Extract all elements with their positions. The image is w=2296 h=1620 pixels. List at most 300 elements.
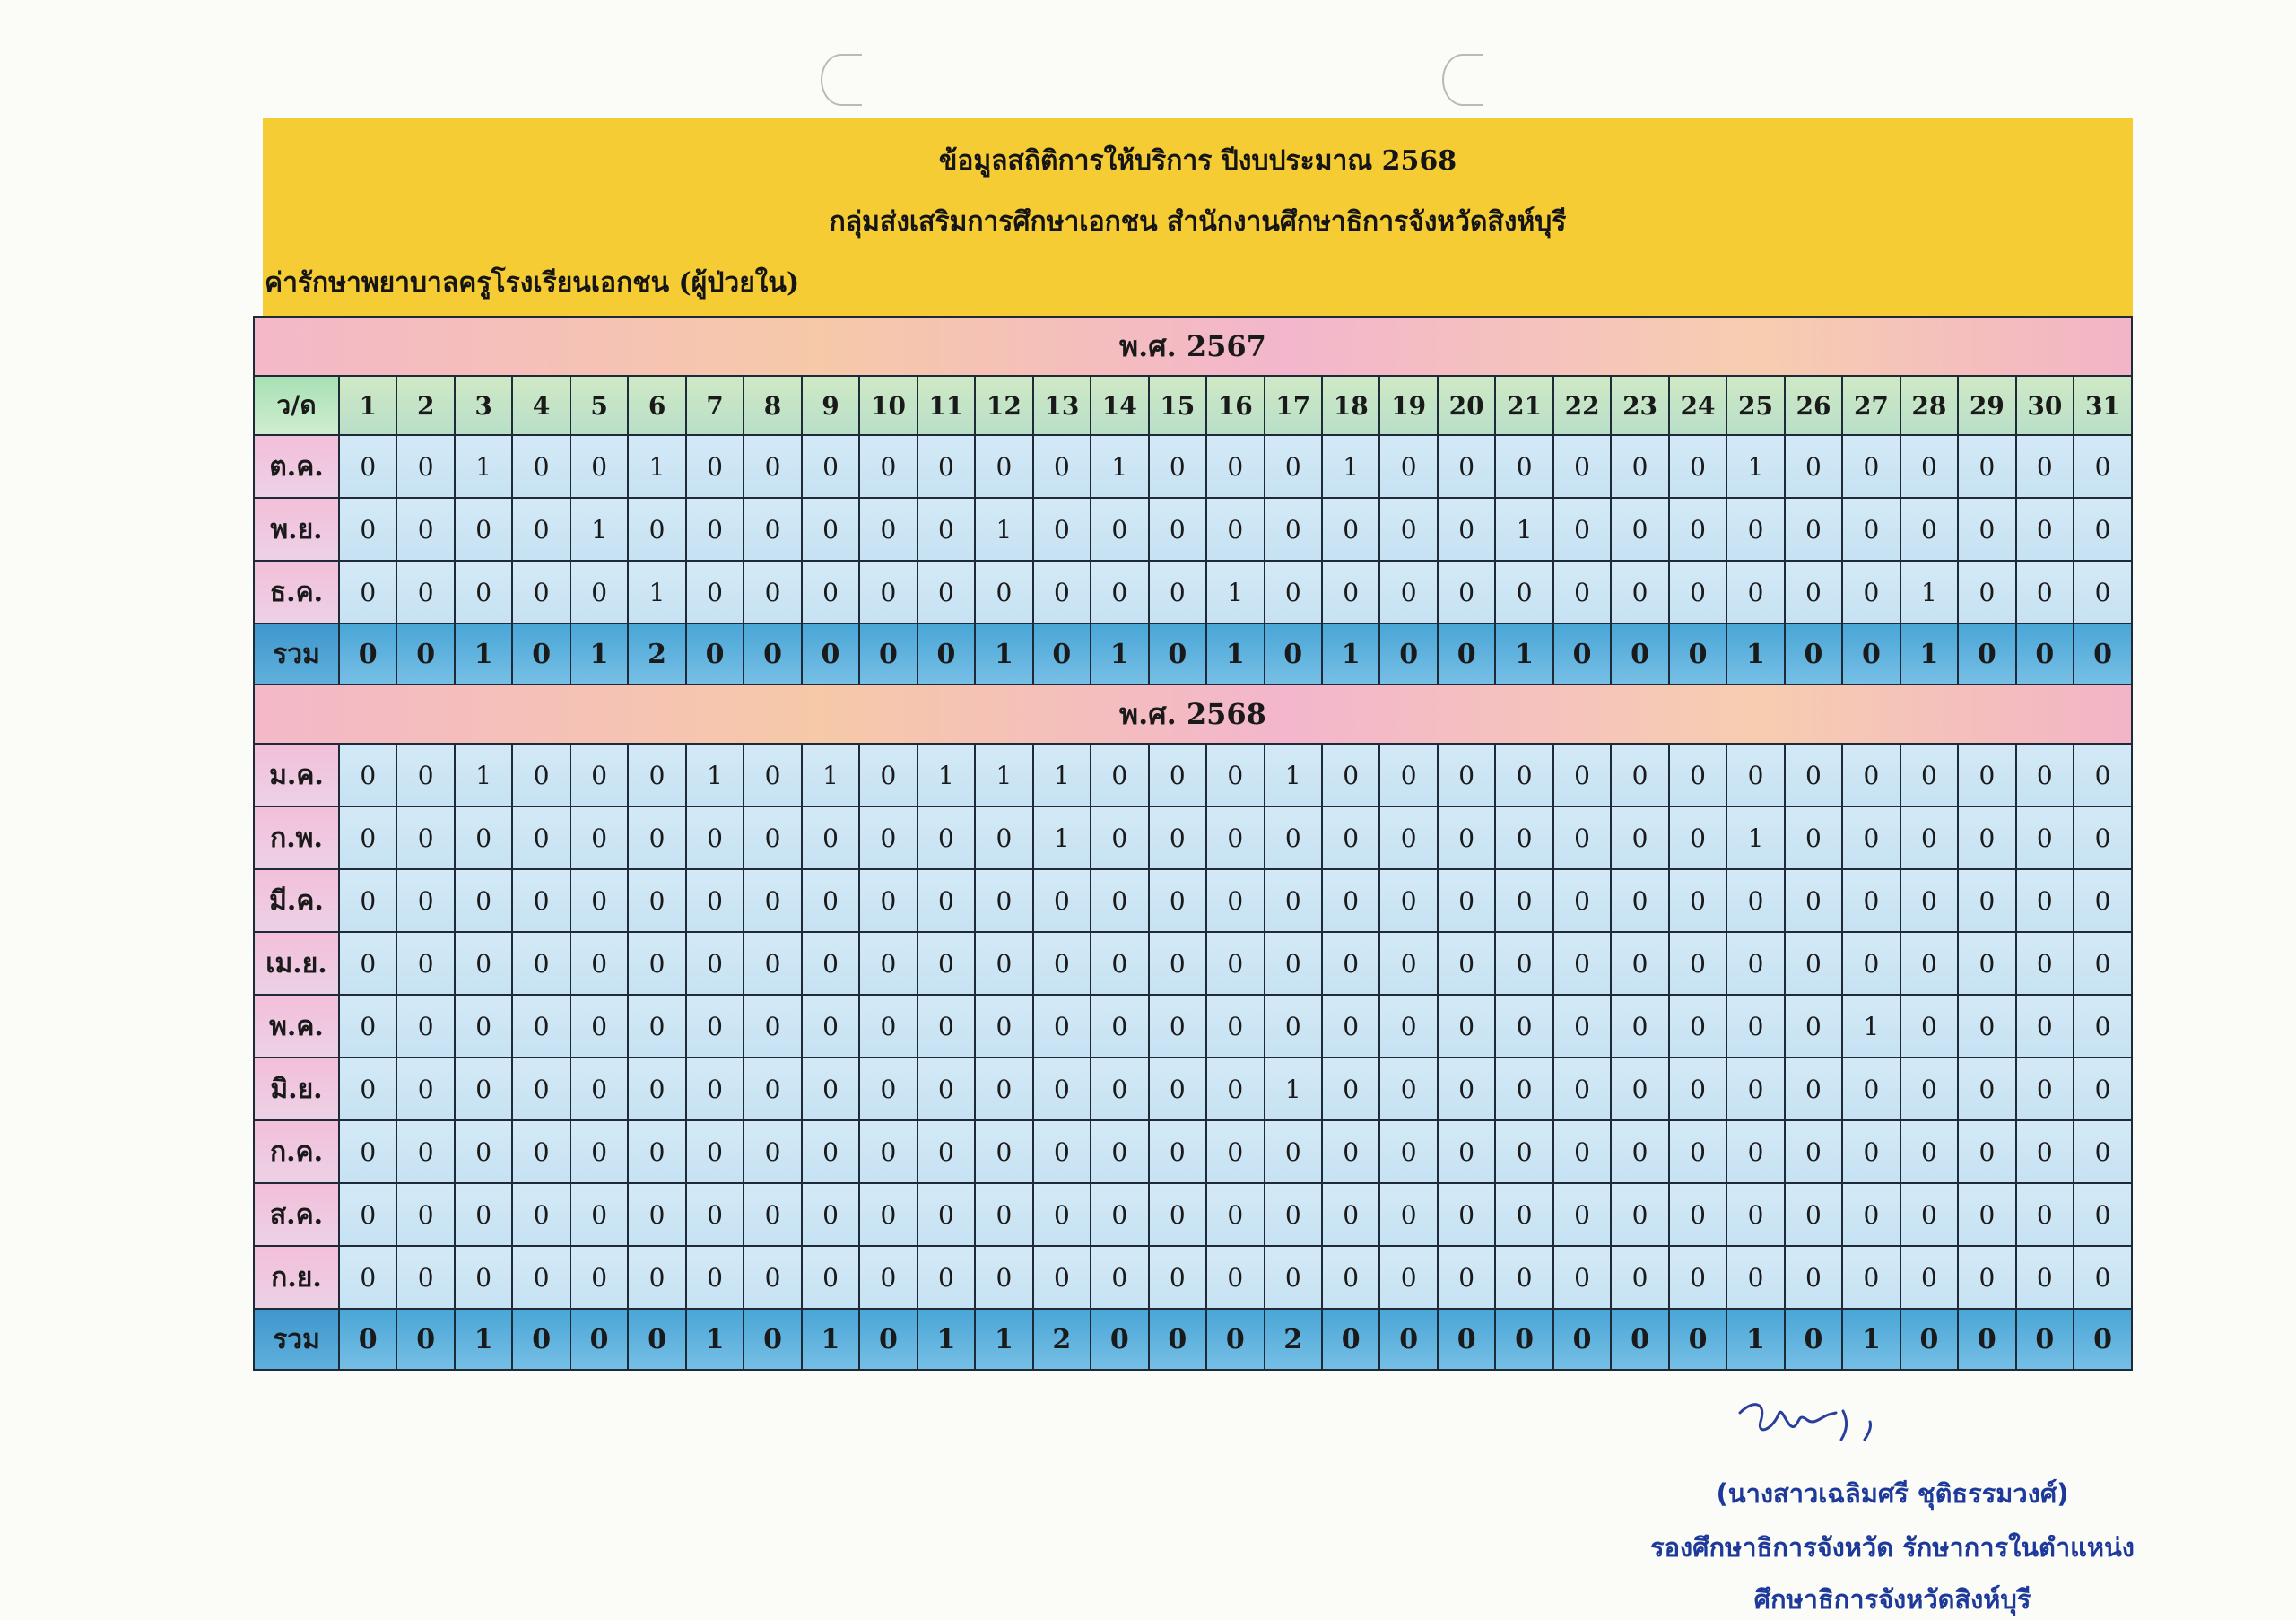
- value-cell: 0: [339, 498, 396, 561]
- value-cell: 0: [339, 1183, 396, 1246]
- value-cell: 0: [918, 1058, 975, 1120]
- value-cell: 0: [1611, 435, 1668, 498]
- value-cell: 0: [455, 869, 512, 932]
- day-header: 19: [1379, 376, 1437, 435]
- signer-position-title: ศึกษาธิการจังหวัดสิงห์บุรี: [1753, 1584, 2031, 1615]
- table-row: [254, 932, 2132, 995]
- value-cell: 0: [2074, 561, 2132, 623]
- value-cell: 0: [859, 744, 917, 806]
- value-cell: 0: [975, 1058, 1032, 1120]
- value-cell: 0: [1322, 995, 1379, 1058]
- value-cell: 0: [1669, 435, 1726, 498]
- value-cell: 0: [339, 1120, 396, 1183]
- value-cell: 0: [1091, 1246, 1148, 1309]
- table-row: [254, 869, 2132, 932]
- total-cell: 1: [975, 623, 1032, 684]
- total-cell: 1: [918, 1309, 975, 1370]
- punch-hole-right: [1442, 54, 1483, 106]
- total-cell: 0: [1785, 623, 1842, 684]
- value-cell: 0: [918, 806, 975, 869]
- report-header: [263, 118, 2133, 316]
- total-cell: 0: [628, 1309, 685, 1370]
- value-cell: 0: [1322, 806, 1379, 869]
- total-cell: 1: [1900, 623, 1958, 684]
- value-cell: 0: [802, 1120, 859, 1183]
- day-header: 20: [1438, 376, 1495, 435]
- value-cell: 0: [1091, 806, 1148, 869]
- value-cell: 1: [628, 435, 685, 498]
- table-row: [254, 498, 2132, 561]
- value-cell: 0: [396, 932, 454, 995]
- day-header: 24: [1669, 376, 1726, 435]
- value-cell: 0: [1900, 869, 1958, 932]
- value-cell: 0: [455, 995, 512, 1058]
- total-cell: 0: [802, 623, 859, 684]
- value-cell: 0: [802, 995, 859, 1058]
- value-cell: 0: [455, 1120, 512, 1183]
- table-row: [254, 1120, 2132, 1183]
- month-label: ก.ย.: [254, 1246, 339, 1309]
- total-cell: 1: [686, 1309, 744, 1370]
- value-cell: 0: [1149, 995, 1206, 1058]
- value-cell: 0: [1900, 1183, 1958, 1246]
- value-cell: 0: [1206, 869, 1264, 932]
- value-cell: 0: [686, 932, 744, 995]
- value-cell: 0: [975, 435, 1032, 498]
- value-cell: 0: [2016, 1120, 2074, 1183]
- value-cell: 0: [1553, 932, 1611, 995]
- total-cell: 0: [1842, 623, 1900, 684]
- signer-name: (นางสาวเฉลิมศรี ชุติธรรมวงศ์): [1716, 1478, 2069, 1509]
- value-cell: 0: [1842, 806, 1900, 869]
- value-cell: 0: [339, 1058, 396, 1120]
- value-cell: 0: [1726, 1058, 1784, 1120]
- value-cell: 0: [859, 498, 917, 561]
- day-header: 30: [2016, 376, 2074, 435]
- value-cell: 0: [2074, 1246, 2132, 1309]
- value-cell: 0: [686, 806, 744, 869]
- value-cell: 0: [1900, 435, 1958, 498]
- value-cell: 0: [744, 1120, 801, 1183]
- value-cell: 0: [1726, 1246, 1784, 1309]
- value-cell: 0: [1091, 1120, 1148, 1183]
- total-cell: 0: [1553, 623, 1611, 684]
- value-cell: 1: [570, 498, 628, 561]
- value-cell: 0: [1611, 932, 1668, 995]
- value-cell: 1: [628, 561, 685, 623]
- value-cell: 0: [1785, 498, 1842, 561]
- value-cell: 0: [2016, 744, 2074, 806]
- total-cell: 0: [1149, 1309, 1206, 1370]
- value-cell: 0: [1669, 1058, 1726, 1120]
- total-row: [254, 623, 2132, 684]
- month-label: มี.ค.: [254, 869, 339, 932]
- value-cell: 0: [1206, 744, 1264, 806]
- day-header: 27: [1842, 376, 1900, 435]
- day-header: 3: [455, 376, 512, 435]
- value-cell: 0: [859, 869, 917, 932]
- value-cell: 0: [396, 1120, 454, 1183]
- value-cell: 0: [1495, 1246, 1552, 1309]
- day-header: 10: [859, 376, 917, 435]
- value-cell: 0: [512, 869, 570, 932]
- value-cell: 0: [1206, 1246, 1264, 1309]
- value-cell: 0: [975, 1120, 1032, 1183]
- value-cell: 0: [1958, 1183, 2015, 1246]
- value-cell: 0: [2074, 744, 2132, 806]
- value-cell: 0: [686, 1058, 744, 1120]
- value-cell: 0: [1322, 498, 1379, 561]
- month-label: ก.พ.: [254, 806, 339, 869]
- value-cell: 1: [1265, 1058, 1322, 1120]
- value-cell: 0: [1553, 1058, 1611, 1120]
- value-cell: 0: [1265, 498, 1322, 561]
- value-cell: 0: [455, 1058, 512, 1120]
- value-cell: 0: [1322, 1120, 1379, 1183]
- value-cell: 0: [1206, 1058, 1264, 1120]
- value-cell: 0: [686, 869, 744, 932]
- value-cell: 0: [1958, 806, 2015, 869]
- value-cell: 0: [1785, 435, 1842, 498]
- total-label: รวม: [254, 1309, 339, 1370]
- day-header: 14: [1091, 376, 1148, 435]
- value-cell: 0: [918, 869, 975, 932]
- value-cell: 0: [1553, 1120, 1611, 1183]
- value-cell: 0: [1611, 995, 1668, 1058]
- year-row: [254, 317, 2132, 376]
- month-label: พ.ค.: [254, 995, 339, 1058]
- value-cell: 0: [2074, 1058, 2132, 1120]
- table-row: [254, 995, 2132, 1058]
- value-cell: 0: [1322, 1183, 1379, 1246]
- value-cell: 1: [975, 498, 1032, 561]
- total-cell: 0: [1379, 623, 1437, 684]
- value-cell: 0: [918, 435, 975, 498]
- value-cell: 0: [975, 995, 1032, 1058]
- value-cell: 0: [1322, 744, 1379, 806]
- value-cell: 0: [512, 1058, 570, 1120]
- value-cell: 0: [1379, 1058, 1437, 1120]
- total-cell: 1: [1726, 623, 1784, 684]
- value-cell: 0: [975, 932, 1032, 995]
- value-cell: 0: [1149, 1183, 1206, 1246]
- value-cell: 0: [455, 806, 512, 869]
- day-header: 4: [512, 376, 570, 435]
- value-cell: 0: [1265, 806, 1322, 869]
- value-cell: 0: [1553, 869, 1611, 932]
- value-cell: 0: [1495, 435, 1552, 498]
- value-cell: 0: [1206, 1183, 1264, 1246]
- value-cell: 0: [859, 995, 917, 1058]
- value-cell: 0: [1495, 995, 1552, 1058]
- total-cell: 0: [1033, 623, 1091, 684]
- value-cell: 0: [802, 806, 859, 869]
- month-label: ส.ค.: [254, 1183, 339, 1246]
- value-cell: 0: [744, 806, 801, 869]
- month-label: ม.ค.: [254, 744, 339, 806]
- value-cell: 0: [2074, 869, 2132, 932]
- value-cell: 0: [1265, 932, 1322, 995]
- total-cell: 0: [1611, 1309, 1668, 1370]
- value-cell: 0: [686, 498, 744, 561]
- value-cell: 0: [744, 561, 801, 623]
- value-cell: 0: [859, 932, 917, 995]
- value-cell: 0: [744, 869, 801, 932]
- value-cell: 0: [802, 869, 859, 932]
- value-cell: 0: [1669, 806, 1726, 869]
- month-label: ก.ค.: [254, 1120, 339, 1183]
- value-cell: 0: [1785, 561, 1842, 623]
- value-cell: 0: [686, 435, 744, 498]
- value-cell: 0: [1033, 561, 1091, 623]
- value-cell: 0: [1553, 561, 1611, 623]
- value-cell: 0: [1842, 561, 1900, 623]
- value-cell: 0: [2016, 561, 2074, 623]
- value-cell: 0: [1842, 498, 1900, 561]
- value-cell: 0: [1900, 744, 1958, 806]
- value-cell: 0: [1842, 1246, 1900, 1309]
- value-cell: 0: [1669, 498, 1726, 561]
- value-cell: 0: [975, 1246, 1032, 1309]
- value-cell: 0: [1958, 561, 2015, 623]
- value-cell: 0: [1379, 744, 1437, 806]
- value-cell: 0: [1785, 744, 1842, 806]
- value-cell: 1: [1726, 806, 1784, 869]
- value-cell: 0: [975, 1183, 1032, 1246]
- value-cell: 0: [1438, 435, 1495, 498]
- value-cell: 0: [1726, 995, 1784, 1058]
- value-cell: 0: [512, 435, 570, 498]
- value-cell: 0: [1033, 932, 1091, 995]
- value-cell: 0: [1611, 498, 1668, 561]
- value-cell: 0: [512, 498, 570, 561]
- value-cell: 0: [455, 1246, 512, 1309]
- value-cell: 0: [628, 932, 685, 995]
- value-cell: 0: [1149, 1246, 1206, 1309]
- value-cell: 0: [1553, 498, 1611, 561]
- value-cell: 0: [975, 869, 1032, 932]
- value-cell: 0: [570, 744, 628, 806]
- value-cell: 0: [1785, 1183, 1842, 1246]
- value-cell: 0: [512, 806, 570, 869]
- value-cell: 0: [686, 561, 744, 623]
- value-cell: 0: [2016, 869, 2074, 932]
- value-cell: 0: [1785, 1246, 1842, 1309]
- value-cell: 0: [1669, 995, 1726, 1058]
- value-cell: 1: [455, 744, 512, 806]
- month-label: มิ.ย.: [254, 1058, 339, 1120]
- value-cell: 0: [1495, 1058, 1552, 1120]
- value-cell: 0: [628, 1246, 685, 1309]
- value-cell: 0: [1322, 932, 1379, 995]
- table-row: [254, 806, 2132, 869]
- value-cell: 0: [1785, 1120, 1842, 1183]
- total-cell: 0: [1669, 623, 1726, 684]
- table-row: [254, 1058, 2132, 1120]
- value-cell: 0: [1842, 1183, 1900, 1246]
- total-cell: 0: [2016, 1309, 2074, 1370]
- value-cell: 1: [686, 744, 744, 806]
- table-row: [254, 1183, 2132, 1246]
- value-cell: 1: [455, 435, 512, 498]
- value-cell: 0: [512, 1246, 570, 1309]
- value-cell: 0: [1842, 1120, 1900, 1183]
- day-header: 23: [1611, 376, 1668, 435]
- total-cell: 1: [975, 1309, 1032, 1370]
- value-cell: 0: [1842, 869, 1900, 932]
- day-header: 15: [1149, 376, 1206, 435]
- value-cell: 0: [1438, 932, 1495, 995]
- value-cell: 0: [1379, 806, 1437, 869]
- value-cell: 0: [1726, 869, 1784, 932]
- signer-position: รองศึกษาธิการจังหวัด รักษาการในตำแหน่ง: [1650, 1532, 2135, 1563]
- value-cell: 0: [1091, 1183, 1148, 1246]
- value-cell: 0: [1726, 932, 1784, 995]
- value-cell: 0: [1265, 869, 1322, 932]
- value-cell: 0: [1900, 995, 1958, 1058]
- total-cell: 2: [1265, 1309, 1322, 1370]
- value-cell: 0: [1900, 498, 1958, 561]
- value-cell: 0: [1495, 744, 1552, 806]
- value-cell: 0: [918, 995, 975, 1058]
- value-cell: 0: [1611, 1183, 1668, 1246]
- value-cell: 1: [1900, 561, 1958, 623]
- value-cell: 0: [455, 561, 512, 623]
- value-cell: 0: [1553, 1246, 1611, 1309]
- value-cell: 0: [1785, 932, 1842, 995]
- total-cell: 0: [1379, 1309, 1437, 1370]
- value-cell: 0: [802, 932, 859, 995]
- value-cell: 0: [1958, 498, 2015, 561]
- total-cell: 0: [1265, 623, 1322, 684]
- value-cell: 0: [1842, 435, 1900, 498]
- value-cell: 0: [1379, 498, 1437, 561]
- value-cell: 0: [570, 1246, 628, 1309]
- value-cell: 0: [686, 1120, 744, 1183]
- value-cell: 0: [859, 1058, 917, 1120]
- table-row: [254, 435, 2132, 498]
- value-cell: 0: [1958, 869, 2015, 932]
- value-cell: 0: [1900, 1120, 1958, 1183]
- value-cell: 0: [2016, 498, 2074, 561]
- value-cell: 0: [744, 1246, 801, 1309]
- day-header: 9: [802, 376, 859, 435]
- total-cell: 1: [1726, 1309, 1784, 1370]
- value-cell: 1: [1091, 435, 1148, 498]
- total-cell: 0: [1611, 623, 1668, 684]
- value-cell: 0: [1149, 806, 1206, 869]
- total-cell: 0: [2074, 1309, 2132, 1370]
- value-cell: 0: [1726, 1183, 1784, 1246]
- value-cell: 0: [1900, 1058, 1958, 1120]
- value-cell: 0: [1495, 561, 1552, 623]
- value-cell: 0: [396, 498, 454, 561]
- day-header: 2: [396, 376, 454, 435]
- value-cell: 0: [1611, 744, 1668, 806]
- value-cell: 0: [1438, 806, 1495, 869]
- value-cell: 0: [1669, 869, 1726, 932]
- value-cell: 0: [744, 932, 801, 995]
- value-cell: 0: [396, 806, 454, 869]
- value-cell: 0: [1091, 561, 1148, 623]
- day-header: 18: [1322, 376, 1379, 435]
- value-cell: 0: [1033, 995, 1091, 1058]
- value-cell: 1: [1495, 498, 1552, 561]
- value-cell: 0: [1669, 1246, 1726, 1309]
- value-cell: 0: [686, 1183, 744, 1246]
- value-cell: 0: [859, 1120, 917, 1183]
- value-cell: 0: [744, 1183, 801, 1246]
- total-cell: 0: [859, 1309, 917, 1370]
- value-cell: 0: [1842, 1058, 1900, 1120]
- value-cell: 0: [1495, 932, 1552, 995]
- value-cell: 0: [744, 995, 801, 1058]
- value-cell: 0: [1438, 1058, 1495, 1120]
- value-cell: 0: [1553, 744, 1611, 806]
- value-cell: 0: [1495, 869, 1552, 932]
- value-cell: 0: [1669, 932, 1726, 995]
- value-cell: 0: [1438, 869, 1495, 932]
- value-cell: 0: [570, 1058, 628, 1120]
- value-cell: 0: [1726, 498, 1784, 561]
- total-cell: 0: [1495, 1309, 1552, 1370]
- value-cell: 0: [1438, 1246, 1495, 1309]
- value-cell: 0: [1958, 1058, 2015, 1120]
- total-cell: 0: [1438, 1309, 1495, 1370]
- total-cell: 0: [1785, 1309, 1842, 1370]
- value-cell: 1: [1265, 744, 1322, 806]
- value-cell: 0: [1611, 1058, 1668, 1120]
- value-cell: 0: [1958, 1120, 2015, 1183]
- day-header: 28: [1900, 376, 1958, 435]
- value-cell: 0: [1033, 498, 1091, 561]
- value-cell: 0: [1149, 932, 1206, 995]
- day-header: 11: [918, 376, 975, 435]
- value-cell: 0: [1033, 869, 1091, 932]
- value-cell: 0: [1033, 1058, 1091, 1120]
- day-header: 7: [686, 376, 744, 435]
- value-cell: 0: [802, 498, 859, 561]
- value-cell: 0: [918, 561, 975, 623]
- value-cell: 0: [918, 1246, 975, 1309]
- value-cell: 0: [1379, 1246, 1437, 1309]
- value-cell: 0: [1265, 1183, 1322, 1246]
- total-cell: 0: [1958, 623, 2015, 684]
- value-cell: 0: [628, 1120, 685, 1183]
- value-cell: 0: [1726, 744, 1784, 806]
- value-cell: 1: [1842, 995, 1900, 1058]
- value-cell: 0: [1322, 1058, 1379, 1120]
- value-cell: 0: [1553, 995, 1611, 1058]
- value-cell: 0: [1669, 1183, 1726, 1246]
- total-cell: 1: [802, 1309, 859, 1370]
- day-header: 6: [628, 376, 685, 435]
- day-header: 25: [1726, 376, 1784, 435]
- year-row: [254, 684, 2132, 744]
- month-label: ธ.ค.: [254, 561, 339, 623]
- total-cell: 0: [918, 623, 975, 684]
- value-cell: 0: [628, 806, 685, 869]
- value-cell: 0: [512, 744, 570, 806]
- value-cell: 0: [859, 806, 917, 869]
- value-cell: 0: [628, 995, 685, 1058]
- value-cell: 0: [396, 1246, 454, 1309]
- value-cell: 0: [512, 1183, 570, 1246]
- value-cell: 0: [1149, 1120, 1206, 1183]
- value-cell: 0: [1495, 1120, 1552, 1183]
- value-cell: 0: [918, 498, 975, 561]
- total-cell: 1: [1322, 623, 1379, 684]
